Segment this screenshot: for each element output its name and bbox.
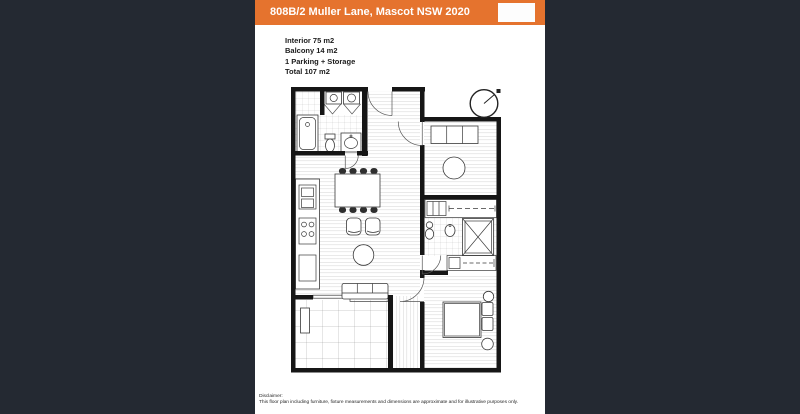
floor-plan-svg (291, 87, 503, 380)
property-sheet (255, 0, 545, 414)
ensuite-toilet (425, 222, 433, 239)
disclaimer-label: Disclaimer: (259, 394, 283, 399)
kitchen-counter (296, 179, 320, 289)
logo-box (498, 3, 535, 22)
bathtub (297, 115, 318, 152)
header-bar (255, 0, 545, 25)
property-title: 808B/2 Muller Lane, Mascot NSW 2020 (270, 6, 470, 18)
disclaimer (259, 394, 543, 406)
detail-parking: 1 Parking + Storage (285, 56, 356, 66)
floor-plan (291, 87, 503, 380)
coffee-table (353, 245, 374, 266)
ensuite-sink (445, 225, 455, 237)
disclaimer-text: This floor plan including furniture, fixture measurements and dimensions are approximate and for illustrative purposes only. (259, 400, 519, 406)
sofa (342, 284, 388, 300)
shower (463, 219, 494, 256)
round-table (443, 157, 465, 179)
property-details (285, 36, 355, 78)
north-compass-icon (470, 89, 500, 117)
dining-table (335, 168, 380, 213)
daybed (431, 126, 478, 144)
detail-interior: Interior 75 m2 (285, 36, 335, 45)
toilet (325, 134, 335, 152)
detail-total: Total 107 m2 (285, 67, 330, 77)
balcony-bench (301, 308, 310, 333)
vanity-sink (341, 133, 361, 152)
detail-balcony: Balcony 14 m2 (285, 46, 338, 56)
